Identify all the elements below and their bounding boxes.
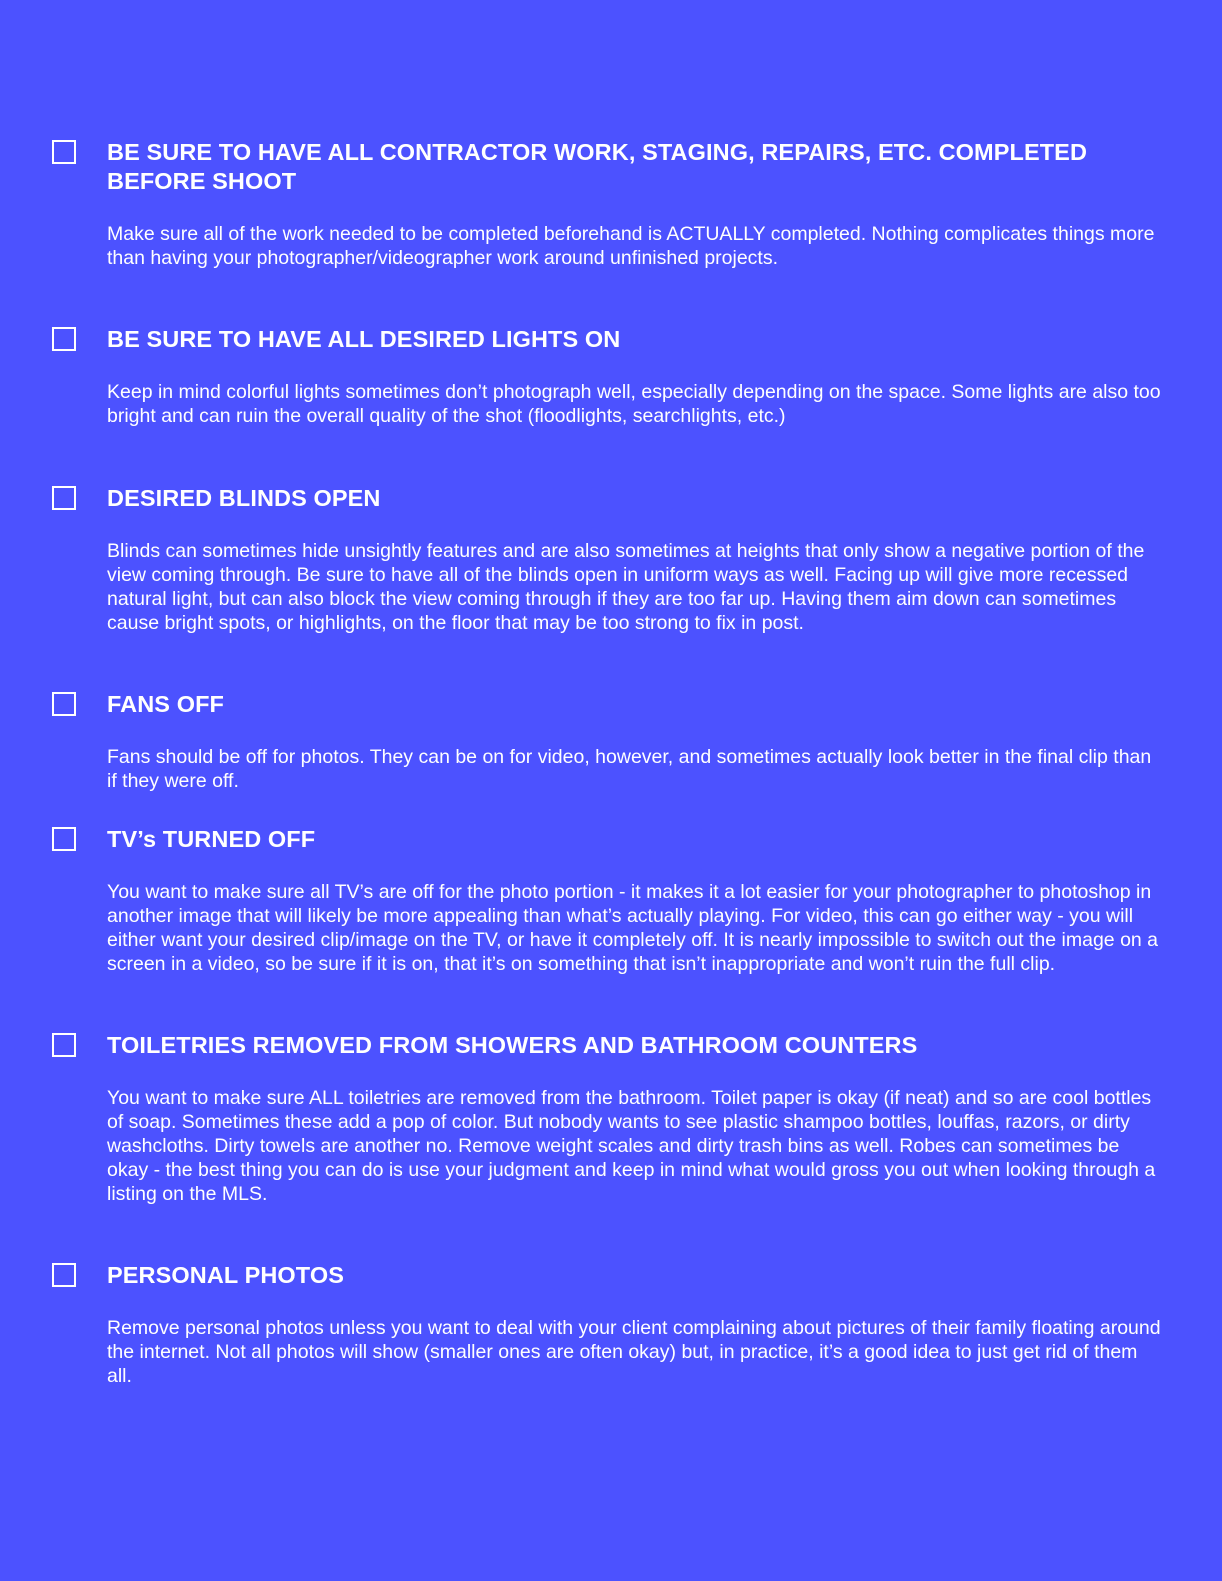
checkbox[interactable] xyxy=(52,827,76,851)
checklist-item-toiletries-removed xyxy=(52,1031,1162,1206)
item-title: PERSONAL PHOTOS xyxy=(107,1262,344,1288)
checklist-item-lights-on xyxy=(52,325,1162,428)
checklist-item-fans-off xyxy=(52,690,1162,793)
checkbox[interactable] xyxy=(52,140,76,164)
item-description: Remove personal photos unless you want to deal with your client complaining about pictures of their family floating around the internet. Not all photos will show (smaller ones are often okay) but, in practice, it’s a good idea to just get rid of them all. xyxy=(107,1317,1161,1387)
item-title: BE SURE TO HAVE ALL DESIRED LIGHTS ON xyxy=(107,326,621,352)
item-description: Blinds can sometimes hide unsightly features and are also sometimes at heights that only show a negative portion of the view coming through. Be sure to have all of the blinds open in uniform ways as well. Facing up will give more recessed natural light, but can also block the view coming through if they are too far up. Having them aim down can sometimes cause bright spots, or highlights, on the floor that may be too strong to fix in post. xyxy=(107,540,1145,634)
item-title: TOILETRIES REMOVED FROM SHOWERS AND BATHROOM COUNTERS xyxy=(107,1032,918,1058)
checkbox[interactable] xyxy=(52,327,76,351)
item-description: You want to make sure all TV’s are off for the photo portion - it makes it a lot easier for your photographer to photoshop in another image that will likely be more appealing than what’s actually playing. For video, this can go either way - you will either want your desired clip/image on the TV, or have it completely off. It is nearly impossible to switch out the image on a screen in a video, so be sure if it is on, that it’s on something that isn’t inappropriate and won’t ruin the full clip. xyxy=(107,881,1159,975)
item-title: DESIRED BLINDS OPEN xyxy=(107,485,381,511)
item-title: FANS OFF xyxy=(107,691,224,717)
checklist-item-tvs-off xyxy=(52,825,1162,976)
item-description: Make sure all of the work needed to be completed beforehand is ACTUALLY completed. Nothing complicates things more than having your photographer/videographer work around unfinished projects. xyxy=(107,223,1155,269)
item-description: You want to make sure ALL toiletries are removed from the bathroom. Toilet paper is okay (if neat) and so are cool bottles of soap. Sometimes these add a pop of color. But nobody wants to see plastic shampoo bottles, louffas, razors, or dirty washcloths. Dirty towels are another no. Remove weight scales and dirty trash bins as well. Robes can sometimes be okay - the best thing you can do is use your judgment and keep in mind what would gross you out when looking through a listing on the MLS. xyxy=(107,1087,1156,1205)
checklist-item-blinds-open xyxy=(52,484,1162,635)
checkbox[interactable] xyxy=(52,692,76,716)
checkbox[interactable] xyxy=(52,1263,76,1287)
item-title: TV’s TURNED OFF xyxy=(107,826,316,852)
item-description: Fans should be off for photos. They can be on for video, however, and sometimes actually look better in the final clip than if they were off. xyxy=(107,746,1152,792)
checkbox[interactable] xyxy=(52,486,76,510)
item-title: BE SURE TO HAVE ALL CONTRACTOR WORK, STAGING, REPAIRS, ETC. COMPLETED BEFORE SHOOT xyxy=(107,139,1088,194)
checklist-item-contractor-work xyxy=(52,138,1162,270)
checklist-item-personal-photos xyxy=(52,1261,1162,1388)
checkbox[interactable] xyxy=(52,1033,76,1057)
item-description: Keep in mind colorful lights sometimes don’t photograph well, especially depending on the space. Some lights are also too bright and can ruin the overall quality of the shot (floodlights, searchlights, etc.) xyxy=(107,381,1161,427)
